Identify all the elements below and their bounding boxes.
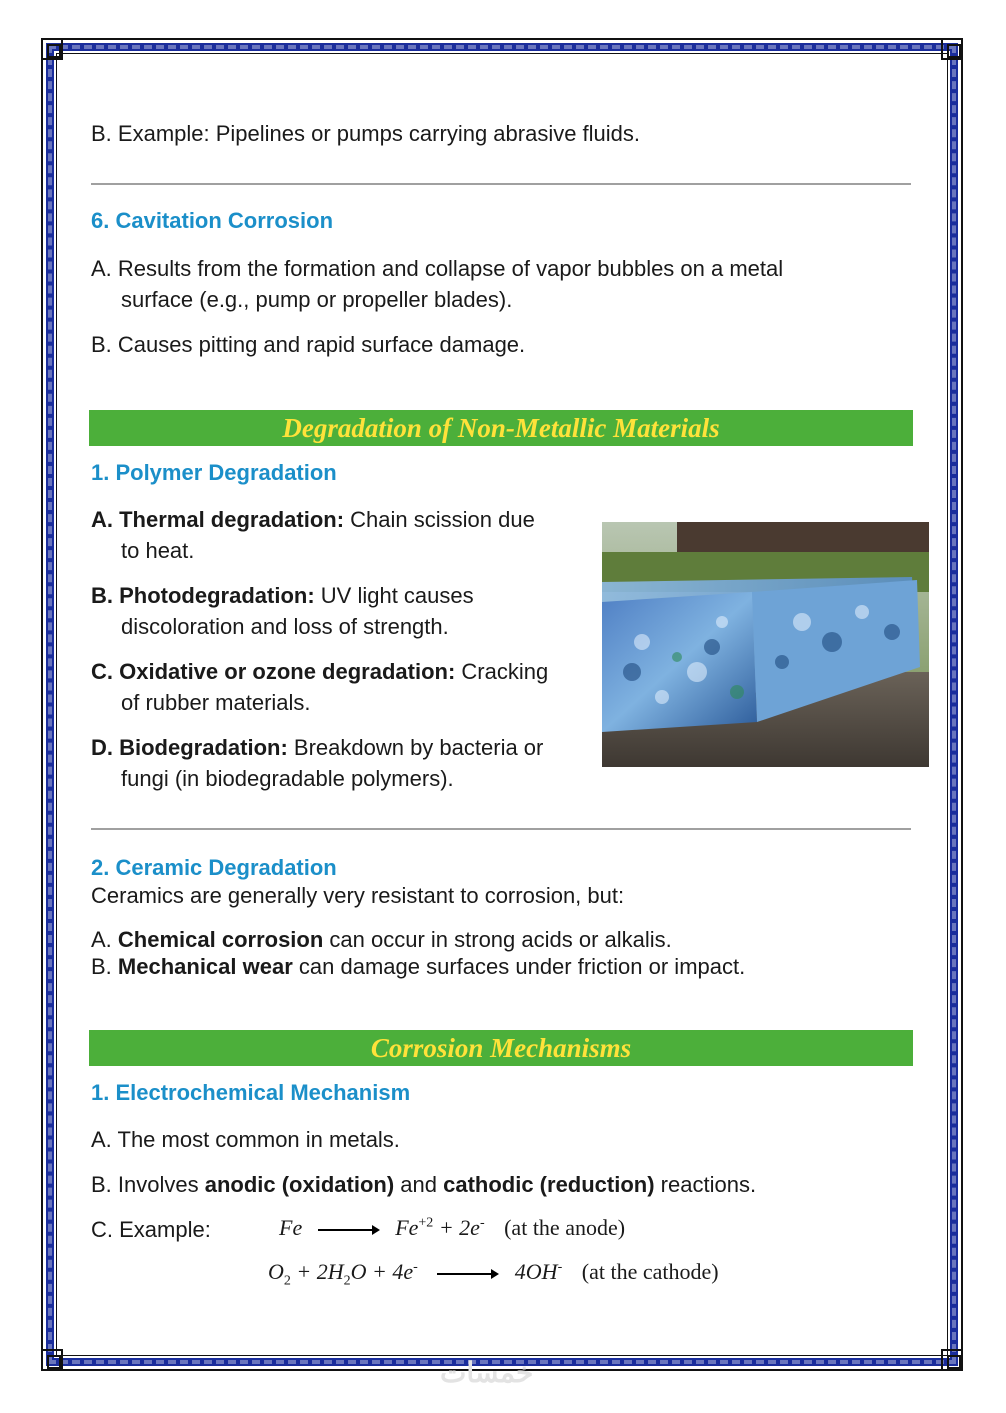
equation-subscript: 2	[283, 1273, 291, 1289]
equation-superscript: -	[413, 1259, 418, 1275]
equation-term: Fe	[395, 1215, 419, 1240]
item-bold: cathodic (reduction)	[443, 1172, 655, 1197]
item-label: C. Oxidative or ozone degradation:	[91, 659, 456, 684]
ceramic-heading: 2. Ceramic Degradation	[91, 855, 337, 880]
item-text: Chain scission due	[344, 507, 535, 532]
item-bold: anodic (oxidation)	[204, 1172, 395, 1197]
item-text: B. Involves	[91, 1172, 205, 1197]
ceramic-item-b	[91, 953, 745, 980]
anode-equation	[279, 1215, 625, 1241]
electro-item-b	[91, 1169, 756, 1200]
polymer-heading: 1. Polymer Degradation	[91, 460, 337, 485]
polymer-item-c-line2: of rubber materials.	[121, 690, 311, 715]
equation-term: O	[268, 1259, 284, 1284]
corner-ornament-top-right	[941, 38, 963, 60]
polymer-item-a-line2: to heat.	[121, 538, 195, 563]
equation-superscript: -	[557, 1259, 563, 1275]
section-divider	[91, 183, 911, 185]
cavitation-item-b: B. Causes pitting and rapid surface damage.	[91, 332, 526, 357]
ceramic-item-a	[91, 926, 672, 953]
equation-note: (at the cathode)	[581, 1259, 719, 1284]
item-text: reactions.	[654, 1172, 757, 1197]
item-label: D. Biodegradation:	[91, 735, 288, 760]
polymer-item-c	[91, 656, 548, 687]
polymer-item-b	[91, 580, 474, 611]
section-divider	[91, 828, 911, 830]
polymer-item-d-line2: fungi (in biodegradable polymers).	[121, 766, 454, 791]
reaction-arrow-icon	[318, 1229, 378, 1231]
section-banner-corrosion-mechanisms: Corrosion Mechanisms	[89, 1030, 913, 1066]
section-banner-non-metallic: Degradation of Non-Metallic Materials	[89, 410, 913, 446]
cavitation-item-a-line2: surface (e.g., pump or propeller blades).	[121, 287, 513, 312]
cavitation-heading: 6. Cavitation Corrosion	[91, 208, 334, 233]
item-prefix: B.	[91, 121, 118, 146]
item-text: can occur in strong acids or alkalis.	[323, 927, 672, 952]
equation-superscript: -	[479, 1215, 485, 1231]
corner-ornament-bottom-left	[41, 1349, 63, 1371]
equation-note: (at the anode)	[504, 1215, 626, 1240]
item-text: Cracking	[455, 659, 549, 684]
item-label: B. Photodegradation:	[91, 583, 315, 608]
equation-superscript: +2	[418, 1215, 434, 1231]
item-bold: Mechanical wear	[117, 954, 293, 979]
item-prefix: A.	[91, 927, 118, 952]
item-label: A. Thermal degradation:	[91, 507, 345, 532]
polymer-item-b-line2: discoloration and loss of strength.	[121, 614, 449, 639]
example-item	[91, 118, 640, 149]
equation-term: O + 4e	[350, 1259, 414, 1284]
ceramic-intro: Ceramics are generally very resistant to corrosion, but:	[91, 883, 625, 908]
equation-term: 4OH	[514, 1259, 558, 1284]
item-text: can damage surfaces under friction or impact.	[292, 954, 746, 979]
electrochemical-heading: 1. Electrochemical Mechanism	[91, 1080, 411, 1105]
item-text: UV light causes	[314, 583, 474, 608]
corner-ornament-bottom-right	[941, 1349, 963, 1371]
item-bold: Chemical corrosion	[117, 927, 324, 952]
electro-item-c-label: C. Example:	[91, 1217, 211, 1242]
cavitation-item-a-line1: A. Results from the formation and collapse of vapor bubbles on a metal	[91, 256, 784, 281]
plastic-bales-photo	[602, 522, 929, 767]
item-text: Breakdown by bacteria or	[287, 735, 544, 760]
polymer-item-a	[91, 504, 535, 535]
item-text: and	[394, 1172, 444, 1197]
corner-ornament-top-left	[41, 38, 63, 60]
polymer-item-d	[91, 732, 543, 763]
equation-term: Fe	[279, 1215, 303, 1240]
reaction-arrow-icon	[437, 1273, 497, 1275]
watermark: خمسات	[440, 1357, 534, 1388]
cathode-equation	[268, 1259, 719, 1289]
plastic-bales-illustration	[602, 522, 929, 767]
electro-item-a: A. The most common in metals.	[91, 1127, 400, 1152]
equation-term: + 2H	[290, 1259, 344, 1284]
item-prefix: B.	[91, 954, 118, 979]
equation-subscript: 2	[343, 1273, 351, 1289]
equation-term: + 2e	[433, 1215, 480, 1240]
item-text: Example: Pipelines or pumps carrying abrasive fluids.	[117, 121, 641, 146]
